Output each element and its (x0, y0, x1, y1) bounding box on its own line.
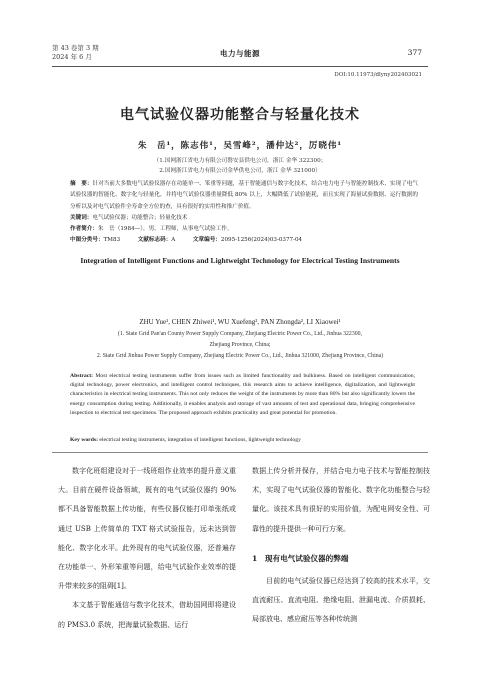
keywords-cn-label: 关键词： (70, 215, 93, 221)
abstract-separator (52, 452, 428, 453)
body-paragraph: 数字化班组建设对于一线班组作业效率的提升意义重大。目前在硬件设备领域，既有的电气试验仪器约 90% 都不具备智能数据上传功能，有些仪器仅能打印单张纸或通过 USB 上传简单的 TXT 格式试验报告，远未达到智能化、数字化水平。此外现有的电气试验仪器，还普遍存在功能单一、外形笨重等问题，给电气试验作业效率的提升带来较多的阻碍[1]。 (58, 467, 236, 591)
affiliation-en-1: (1. State Grid Pan'an County Power Supply Company, Zhejiang Electric Power Co., Ltd., Jinhua 322300, (118, 331, 362, 337)
clc-label: 中图分类号： (70, 237, 104, 243)
keywords-en (70, 437, 415, 443)
body-paragraph: 目前的电气试验仪器已经达到了较高的技术水平，交直流耐压、直流电阻、绝缘电阻、泄漏电流、介质损耗、局部放电、感应耐压等各种传统测 (252, 577, 430, 624)
authors-en: ZHU Yue¹, CHEN Zhiwei¹, WU Xuefeng², PAN Zhongda², LI Xiaowei¹ (139, 318, 341, 326)
abstract-cn-label: 摘 要： (70, 181, 93, 187)
doc-code-value: A (171, 237, 176, 243)
volume-issue: 第 43 卷第 3 期 (52, 44, 99, 52)
keywords-en-label: Key words: (70, 437, 98, 443)
affiliation-cn-2: 2.国网浙江省电力有限公司金华供电公司，浙江 金华 321000） (159, 168, 321, 174)
abstract-en-label: Abstract: (70, 373, 94, 379)
doi: DOI:10.11973/dlyny202403021 (334, 72, 422, 78)
author-intro-text: 朱 岳（1984—），男，工程师，从事电气试验工作。 (97, 226, 233, 232)
affiliation-en-3: 2. State Grid Jinhua Power Supply Company, Zhejiang Electric Power Co., Ltd., Jinhua 321000, Zhejiang Province, China) (96, 353, 384, 359)
authors-cn: 朱 岳¹，陈志伟¹，吴雪峰²，潘仲达²，厉晓伟¹ (137, 141, 343, 151)
keywords-cn-text: 电气试验仪器；功能整合；轻量化技术 (92, 215, 188, 221)
abstract-cn (70, 179, 418, 213)
body-column-left (58, 462, 236, 635)
paper-title-en: Integration of Intelligent Functions and Lightweight Technology for Electrical Testing Instruments (80, 256, 400, 265)
classification-line (70, 235, 418, 246)
keywords-cn (70, 213, 418, 224)
affiliation-cn-1: （1.国网浙江省电力有限公司磐安县供电公司，浙江 金华 322300； (153, 158, 327, 164)
affiliation-en-2: Zhejiang Province, China; (209, 342, 271, 348)
section-heading: 1 现有电气试验仪器的弊端 (252, 553, 349, 563)
article-number-value: 2095-1256(2024)03-0377-04 (220, 237, 303, 243)
page-number: 377 (407, 48, 422, 57)
header-rule (52, 66, 428, 67)
keywords-en-text: electrical testing instruments, integration of intelligent functions, lightweight technology (97, 437, 301, 443)
publication-date: 2024 年 6 月 (52, 53, 92, 61)
author-intro (70, 224, 418, 235)
paper-title-cn: 电气试验仪器功能整合与轻量化技术 (120, 107, 360, 123)
abstract-en (70, 372, 415, 418)
abstract-cn-text: 针对当前大多数电气试验仪器存在功能单一、笨重等问题，基于智能通信与数字化技术，结合电力电子与智能控制技术，实现了电气试验仪器的智能化、数字化与轻量化，并将电气试验仪器重量降低 80% 以上，大幅降低了试验能耗，而且实现了海量试验数据、运行数据的分析以及对电气试验件全寿命全方位的查，具有很好的实用性和推广价值。 (70, 181, 418, 210)
journal-name: 电力与能源 (220, 49, 260, 58)
body-column-right (252, 462, 430, 630)
body-paragraph: 本文基于智能通信与数字化技术，借助国网即将建设的 PMS3.0 系统，把海量试验数据、运行 (58, 601, 236, 629)
body-paragraph: 数据上传分析并保存，并结合电力电子技术与智能控制技术，实现了电气试验仪器的智能化、数字化功能整合与轻量化。该技术具有很好的实用价值，为配电网安全性、可靠性的提升提供一种可行方案。 (252, 467, 430, 533)
clc-value: TM83 (103, 237, 121, 243)
author-intro-label: 作者简介： (70, 226, 98, 232)
doc-code-label: 文献标志码： (137, 237, 172, 243)
abstract-en-text: Most electrical testing instruments suffer from issues such as limited functionality and bulkiness. Based on intelligent communication, digital technology, power electronics, and intelligent control techniques, this research aims to achieve intelligence, digitalization, and lightweight characteristics in electrical testing instruments. This not only reduces the weight of the instruments by more than 80% but also significantly lowers the energy consumption during testing. Additionally, it enables analysis and storage of vast amounts of test and operational data, bringing comprehensive inspection to electrical test specimens. The proposed approach exhibits practicality and great potential for promotion. (70, 373, 415, 416)
article-number-label: 文章编号： (192, 237, 221, 243)
